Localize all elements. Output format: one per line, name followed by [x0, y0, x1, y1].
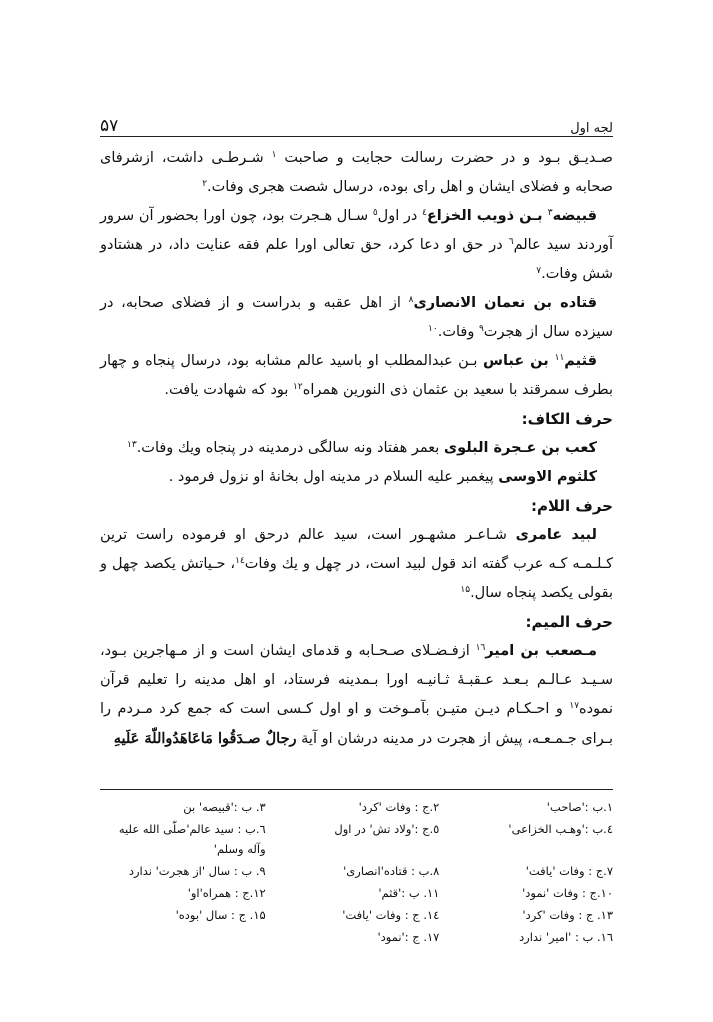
- footnote: ۱٤. ج : وفات 'یافت': [342, 908, 440, 922]
- entry-name: کلثوم الاوسی: [498, 469, 597, 485]
- text-run: شـرطـی داشت، ازشرفای: [100, 150, 272, 166]
- footnote: ۱۵. ج : سال 'بوده': [175, 908, 266, 922]
- footnote: ٤.ب :'وهـب الخزاعی': [508, 822, 613, 836]
- footnote: ٦.ب : سید عالم'صلّی الله علیه وآله وسلم': [118, 822, 266, 856]
- text-run: در اول: [377, 208, 423, 224]
- text-run: بود که شهادت یافت.: [164, 382, 294, 398]
- text-run: صـديـق بـود و در حضرت رسالت حجابت و صاحبت: [276, 150, 613, 166]
- section-heading-lam: حرف اللام:: [531, 497, 613, 515]
- section-heading-kaf: حرف الکاف:: [521, 410, 613, 428]
- footnote-ref: ٤: [422, 208, 427, 218]
- text-run: از اهل عقبه و بدراست و از فضلای صحابه، در سیزده سال از هجرت: [100, 295, 613, 340]
- footnote-ref: ۱۰: [428, 324, 438, 334]
- entry-name: مـصعب بن امیر: [485, 643, 597, 659]
- text-run: پیغمبر علیه السلام در مدینه اول بخانهٔ او نزول فرمود .: [168, 469, 499, 485]
- footnote: ۱.ب :'صاحب': [546, 800, 613, 814]
- footnote: [100, 927, 266, 947]
- footnotes: [100, 797, 613, 947]
- footnote: ٥.ج :'ولاد تش' در اول: [334, 822, 440, 836]
- footnote-ref: ۱۵: [460, 585, 471, 595]
- page-header: [100, 112, 613, 136]
- footnote-ref: ۸: [408, 295, 414, 305]
- footnote-ref: ۳: [547, 208, 553, 218]
- text-run: شـاعـر مشهـور است، سید عالم درحق او فرموده راست ترین کـلـمـه کـه عرب گفته اند قول لبید است، در چهل و یك وفات: [100, 527, 613, 572]
- paragraph-qatada: [100, 289, 613, 347]
- footnote-ref: ۱۳: [127, 440, 137, 450]
- entry-name: قبیضه: [552, 208, 597, 224]
- footnote-ref: ۷: [536, 266, 542, 276]
- footnote: ۱۳. ج : وفات 'کرد': [522, 908, 613, 922]
- entry-name: بن عباس: [482, 353, 555, 369]
- entry-name: قتاده بن نعمان الانصاری: [413, 295, 598, 311]
- quran-verse: رجالٌ صـدَقُوا مَاعَاهَدُواللّهَ عَلَيهِ: [113, 730, 297, 747]
- chapter-title: لجه اول: [570, 121, 613, 136]
- footnote-rule: [100, 789, 613, 790]
- paragraph-labid: [100, 521, 613, 608]
- header-rule: [100, 136, 613, 137]
- paragraph-kaab: [100, 434, 613, 463]
- page-number: ۵۷: [100, 116, 119, 136]
- footnote: ۱٦. ب : 'امیر' ندارد: [519, 930, 613, 944]
- footnote-ref: ۱۷: [569, 701, 580, 711]
- paragraph-intro: [100, 144, 613, 202]
- text-run: صحابه و فضلای ایشان و اهل رای بوده، درسال شصت هجری وفات.: [207, 179, 613, 195]
- footnote: ۱۱. ب :'قثم': [378, 886, 440, 900]
- entry-name: قثیم: [564, 353, 597, 369]
- paragraph-kulthum: [100, 463, 613, 492]
- text-run: بـن عبدالمطلب او باسید عالم مشابه بود، درسال پنجاه و چهار بطرف سمرقند با سعید بن عثمان ذی النورین همراه: [100, 353, 613, 398]
- paragraph-qutham: [100, 347, 613, 405]
- footnote: ۷.ج : وفات 'یافت': [525, 864, 613, 878]
- entry-name: کعب بن عـجرة البلوی: [443, 440, 597, 456]
- footnote-ref: ٥: [372, 208, 378, 218]
- text-run: ، حـیاتش یکصد چهل و بقولی یکصد پنجاه سال.: [100, 556, 613, 601]
- text-run: وفات.: [437, 324, 479, 340]
- footnote: ۹. ب : سال 'از هجرت' ندارد: [128, 864, 266, 878]
- footnote-ref: ۱٦: [475, 643, 486, 653]
- footnote: ۱۷. ج :'نمود': [377, 930, 440, 944]
- footnote-ref: ۹: [478, 324, 484, 334]
- footnote-ref: ۱: [271, 150, 277, 160]
- section-heading-mim: حرف المیم:: [525, 613, 613, 631]
- text-run: ازفـضـلای صـحـابه و قدمای ایشان است و از مـهاجرین بـود، سـیـد عـالـم بـعـد عـقبـهٔ ثـانیـه اورا بـمدینه فرستاد، او اهل مدینه را تعلیم قرآن نموده: [100, 643, 613, 717]
- footnote: ۲.ج : وفات 'کرد': [358, 800, 440, 814]
- footnote-ref: ۱۱: [554, 353, 565, 363]
- text-run: و احـکـام دیـن متیـن بآمـوخت و او اول کـسی است که جمع کرد مـردم را بـرای جـمـعـه، پیش از هجرت در مدینه درشان او آیة: [100, 701, 613, 747]
- text-run: بعمر هفتاد ونه سالگی درمدینه در پنجاه ویك وفات.: [136, 440, 444, 456]
- footnote: ۱۲.ج : همراه'او': [187, 886, 266, 900]
- footnote-ref: ٦: [508, 237, 514, 247]
- footnote: ۱۰.ج : وفات 'نمود': [522, 886, 613, 900]
- text-run: در حق او دعا کرد، حق تعالی اورا علم فقه عنایت داد، در هشتادو شش وفات.: [100, 237, 613, 282]
- entry-name: لبید عامری: [515, 527, 597, 543]
- text-run: سـال هـجرت بود، چون اورا بحضور آن سرور آوردند سید عالم: [100, 208, 613, 253]
- footnote-ref: ۱۲: [293, 382, 303, 392]
- footnote-ref: ۲: [202, 179, 208, 189]
- entry-name: بـن ذويب الخزاع: [426, 208, 548, 224]
- paragraph-musab: [100, 637, 613, 754]
- body-text: [100, 144, 613, 754]
- footnote: ۸.ب : قتاده'انصاری': [343, 864, 440, 878]
- footnote: ۳. ب :'قبیصه' بن: [183, 800, 266, 814]
- footnote-ref: ۱٤: [235, 556, 245, 566]
- paragraph-qabisa: [100, 202, 613, 289]
